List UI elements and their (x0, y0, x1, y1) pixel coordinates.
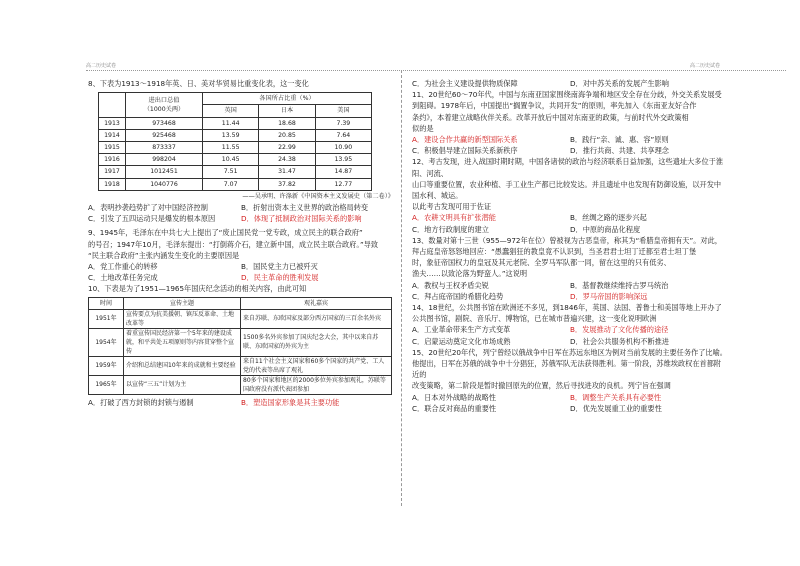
q10-option-c[interactable]: C．为社会主义建设提供物质保障 (412, 79, 518, 88)
q12-option-c[interactable]: C．地方行政制度的建立 (412, 224, 489, 234)
q10-table-row (89, 309, 392, 328)
q10-option-b[interactable]: B．塑造国家形象是其主要功能 (241, 397, 340, 407)
q8-table-cell: 12.77 (315, 178, 371, 190)
q13-options-ab (412, 280, 728, 291)
q10-col-theme: 宣传主题 (124, 297, 241, 309)
q10-col-guests: 观礼嘉宾 (241, 297, 392, 309)
q10-stem: 10、下表是为了1951—1965年国庆纪念活动的相关内容，由此可知 (88, 284, 307, 294)
right-header: 高二历史试卷 (690, 63, 721, 69)
q13-option-b[interactable]: B．基督教继续维持古罗马统治 (570, 280, 669, 290)
q10-table-row (89, 356, 392, 375)
q10-table-cell: 1500多名外宾参加了国庆纪念大会，其中以来自苏联、东欧国家的外宾为主 (241, 328, 392, 356)
q8-table-row (99, 117, 372, 129)
q8-table-cell: 22.99 (259, 142, 315, 154)
q8-table-row (99, 129, 372, 141)
q8-table-cell: 37.82 (259, 178, 315, 190)
q8-table-row (99, 154, 372, 166)
q15-options-cd (412, 403, 728, 414)
q9-option-c[interactable]: C．土地改革任务完成 (88, 273, 158, 283)
q8-table-cell: 873337 (126, 142, 203, 154)
q8-table-cell: 11.44 (203, 117, 259, 129)
q8-table-cell: 31.47 (259, 166, 315, 178)
q14-options-cd (412, 336, 728, 347)
left-header: 高二历史试卷 (86, 63, 117, 69)
q9-option-b[interactable]: B．国民党主力已被歼灭 (241, 262, 318, 272)
q12-line2: 山口等重要位置，农业种植、手工业生产都已比较发达。并且遗址中也发现有防御设施，以开发中国水利、城运。 (412, 179, 722, 201)
q13-option-c[interactable]: C．拜占庭帝国的希腊化趋势 (412, 291, 504, 301)
q8-table-cell: 10.45 (203, 154, 259, 166)
column-divider (401, 70, 402, 506)
q8-options-ab (88, 202, 394, 213)
q10-table-cell: 介绍和总结建国10年来的成就和主要经验 (124, 356, 241, 375)
q8-option-c[interactable]: C．引发了五四运动只是爆发的根本原因 (88, 214, 216, 224)
q8-table-cell: 7.64 (315, 129, 371, 141)
right-column (412, 78, 728, 414)
left-column (88, 78, 394, 408)
q8-col-share: 各国所占比重（%） (203, 93, 372, 105)
q8-table-cell: 925468 (126, 129, 203, 141)
q10-table-row (89, 328, 392, 356)
q15-option-d[interactable]: D．优先发展重工业的重要性 (570, 403, 662, 413)
q8-table-cell: 1917 (99, 166, 126, 178)
q15-options-ab (412, 392, 728, 403)
q10-table-cell: 宣传要点为抗美援朝、镇压反革命、土地改革等 (124, 309, 241, 328)
q10-table-cell: 1959年 (89, 356, 124, 375)
q15-option-c[interactable]: C．联合反对商品的重要性 (412, 403, 497, 413)
top-rule (86, 70, 786, 71)
q8-table-cell: 7.07 (203, 178, 259, 190)
q8-option-d[interactable]: D．体现了抵制政治对国际关系的影响 (241, 214, 362, 224)
q12-line1: 12、考古发现，进入战国时期时期，中国各诸侯的政治与经济联系日益加强，这些遗址大多位于淮阳、河流、 (412, 157, 724, 178)
q11-option-c[interactable]: C．积极倡导建立国际关系新秩序 (412, 146, 518, 156)
q8-table-row (99, 142, 372, 154)
q8-col-total-unit: （1000关两） (143, 105, 185, 113)
q8-table-cell: 24.38 (259, 154, 315, 166)
q13-option-d[interactable]: D．罗马帝国的影响深远 (570, 291, 648, 301)
q14-option-c[interactable]: C．启蒙运动奠定文化市场成熟 (412, 336, 511, 346)
q8-col-total: 进出口总值 (148, 96, 180, 104)
q8-table-cell: 10.90 (315, 142, 371, 154)
q8-table-cell: 998204 (126, 154, 203, 166)
q13-line3: 时，象征帝国权力的皇冠及其元老院、全罗马军队都一同，留在这里的只有低劣、 (412, 258, 671, 268)
q11-option-a[interactable]: A．建设合作共赢的新型国际关系 (412, 135, 518, 145)
q15-line2: 他提出，日军在苏俄的战争中十分猖狂，苏俄军队无法获得胜利。第一阶段，苏维埃政权在首都附近的 (412, 359, 722, 380)
q8-options-cd (88, 213, 394, 224)
q10-table-cell: 来自11个社会主义国家和60多个国家的共产党、工人党的代表等出席了观礼 (241, 356, 392, 375)
q10-table-cell: 80多个国家和地区的2000多位外宾参加观礼，苏联等国政府没有派代表团参加 (241, 375, 392, 394)
q15-line1: 15、20世纪20年代，列宁曾经以俄战争中日军在苏远东地区为例对当前发展的主要任务作了比喻。 (412, 347, 727, 357)
q15-line3: 改变策略，第二阶段是暂时撤回原先的位置，然后寻找进攻的良机。列宁旨在强调 (412, 381, 671, 391)
q14-option-b[interactable]: B．发展推动了文化传播的途径 (570, 325, 669, 335)
q12-options-ab (412, 212, 728, 223)
q10-option-d[interactable]: D．对中苏关系的发展产生影响 (570, 79, 669, 88)
q8-table-cell: 20.85 (259, 129, 315, 141)
q11-line2: 到阻碍。1978年后，中国提出“搁置争议，共同开发”的原则，率先加入《东南亚友好合作 (412, 101, 697, 111)
q8-table-cell: 1916 (99, 154, 126, 166)
q8-table-cell: 13.95 (315, 154, 371, 166)
q15-option-b[interactable]: B．调整生产关系具有必要性 (570, 392, 662, 402)
q12-option-a[interactable]: A．农耕文明具有扩张潜能 (412, 213, 496, 223)
q8-table-cell: 11.55 (203, 142, 259, 154)
q13-line1: 13、数量对第十三世（955—972年在位）曾被视为古恶皇帝，称其为“希腊皇帝拥有天”。对此， (412, 235, 722, 245)
q12-option-d[interactable]: D．中原的商品化程度 (570, 224, 641, 234)
q8-table-cell: 1012451 (126, 166, 203, 178)
q10-table (88, 297, 392, 395)
q8-table-cell: 1915 (99, 142, 126, 154)
q8-stem: 8、下表为1913～1918年英、日、美对华贸易比重变化表，这一变化 (88, 79, 309, 88)
q8-table-cell: 13.59 (203, 129, 259, 141)
q9-options-ab (88, 261, 394, 272)
q14-options-ab (412, 324, 728, 335)
q8-option-a[interactable]: A．表明抄袭趋势扩了对中国经济控制 (88, 203, 208, 213)
q8-source: ——吴承明、许涤新《中国资本主义发展史（第二卷）》 (242, 192, 394, 200)
q9-line3: “民主联合政府”主张内涵发生变化的主要原因是 (88, 250, 240, 260)
q8-table-cell: 7.39 (315, 117, 371, 129)
q8-col-jp: 日本 (259, 105, 315, 117)
q11-line4: 似的是 (412, 123, 434, 133)
q10-options-cd (412, 78, 728, 89)
q8-table-cell: 1918 (99, 178, 126, 190)
q13-option-a[interactable]: A．教权与王权矛盾尖锐 (412, 280, 489, 290)
q8-table-cell: 973468 (126, 117, 203, 129)
q10-col-time: 时间 (89, 297, 124, 309)
q10-table-cell: 以宣传“三五”计划为主 (124, 375, 241, 394)
q10-option-a[interactable]: A．打破了西方封锁的封锁与遏制 (88, 397, 194, 407)
q8-table-row (99, 166, 372, 178)
q11-line1: 11、20世纪60～70年代，中国与东南亚国家围绕南海争端和地区安全存在分歧，外交关系发展受 (412, 90, 722, 100)
q8-table (98, 92, 372, 191)
q8-table-cell: 1914 (99, 129, 126, 141)
q14-option-d[interactable]: D．社会公共服务机构不断推进 (570, 336, 669, 346)
q13-options-cd (412, 291, 728, 302)
q11-option-d[interactable]: D．推行共商、共建、共享理念 (570, 146, 669, 156)
q15-option-a[interactable]: A．日本对外战略的战略性 (412, 392, 496, 402)
q8-table-cell: 1040776 (126, 178, 203, 190)
q9-line1: 9、1945年，毛泽东在中共七大上提出了“废止国民党一党专政，成立民主的联合政府” (88, 228, 363, 238)
q10-options-ab (88, 397, 394, 408)
q9-options-cd (88, 272, 394, 283)
q10-table-row (89, 375, 392, 394)
q9-option-d[interactable]: D．民主革命的胜利发展 (241, 273, 319, 283)
q8-table-cell: 1913 (99, 117, 126, 129)
q10-table-cell: 1954年 (89, 328, 124, 356)
q8-table-cell: 18.68 (259, 117, 315, 129)
q8-option-b[interactable]: B．折射出资本主义世界的政治格局转变 (241, 203, 369, 213)
q8-col-us: 美国 (315, 105, 371, 117)
q11-options-cd (412, 145, 728, 156)
q11-option-b[interactable]: B．践行“亲、诚、惠、容”原则 (570, 135, 669, 145)
q9-option-a[interactable]: A．党工作重心的转移 (88, 262, 158, 272)
q14-line2: 公共图书馆，剧院、音乐厅、博物馆，已在城市普遍兴建，这一变化说明欧洲 (412, 314, 657, 324)
q11-options-ab (412, 134, 728, 145)
q13-line2: 拜占庭皇帝怒怒地回应：“愚蠢猖狂的教皇竟不认识到，当圣君君士坦丁迁都至君士坦丁堡 (412, 247, 697, 257)
q9-line2: 的号召；1947年10月，毛泽东提出：“打倒蒋介石，建立新中国，成立民主联合政府。”导致 (88, 239, 379, 249)
q8-col-uk: 英国 (203, 105, 259, 117)
q10-table-cell: 来自苏联、东欧国家及部分西方国家的三百余名外宾 (241, 309, 392, 328)
q8-table-cell: 7.51 (203, 166, 259, 178)
q12-option-b[interactable]: B．丝绸之路的逐步兴起 (570, 213, 647, 223)
q8-table-row (99, 178, 372, 190)
q10-table-cell: 着重宣传国民经济第一个5年来的建设成就，和平共处五项原则等内容贯穿整个宣传 (124, 328, 241, 356)
q14-option-a[interactable]: A．工业革命带来生产方式变革 (412, 325, 511, 335)
q12-line3: 以此考古发现可用于佐证 (412, 202, 492, 212)
q10-table-cell: 1951年 (89, 309, 124, 328)
q10-table-cell: 1965年 (89, 375, 124, 394)
q14-line1: 14、18世纪，公共图书馆在欧洲还不多见，到1846年，英国、法国、普鲁士和美国等地上开办了 (412, 303, 722, 313)
q8-table-cell: 14.87 (315, 166, 371, 178)
q13-line4: 渔夫……以致沦落为野蛮人。”这说明 (412, 269, 528, 279)
q11-line3: 条约》，本着建立战略伙伴关系。改革开放后中国对东南亚的政策，与前时代外交政策相 (412, 112, 689, 122)
q12-options-cd (412, 224, 728, 235)
